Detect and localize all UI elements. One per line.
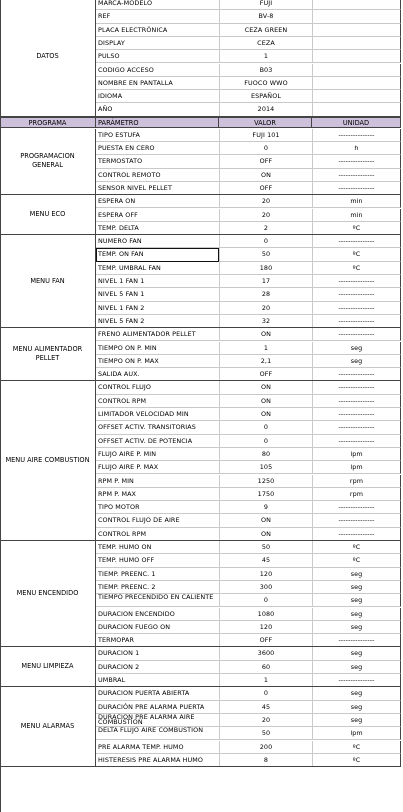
group-separator (96, 766, 401, 767)
unit-cell[interactable]: ºC (312, 222, 401, 235)
value-cell[interactable]: ESPAÑOL (219, 90, 312, 103)
table-row (0, 435, 403, 448)
value-cell[interactable]: 2 (219, 222, 312, 235)
parameter-cell[interactable]: TEMP. UMBRAL FAN (96, 262, 219, 275)
unit-cell[interactable]: --------------- (312, 129, 401, 142)
table-row (0, 634, 403, 647)
unit-cell[interactable]: --------------- (312, 315, 401, 328)
unit-cell[interactable] (312, 50, 401, 63)
table-row (0, 328, 403, 341)
parameter-cell[interactable]: DURACION 2 (96, 661, 219, 674)
value-cell[interactable]: 1750 (219, 488, 312, 501)
table-row (0, 209, 403, 222)
parameter-cell[interactable]: TEMP. ON FAN (96, 248, 219, 261)
table-row (0, 594, 403, 607)
header-programa: PROGRAMA (0, 118, 96, 128)
table-row (0, 528, 403, 541)
value-cell[interactable]: ON (219, 381, 312, 394)
unit-cell[interactable]: --------------- (312, 381, 401, 394)
table-row (0, 395, 403, 408)
unit-cell[interactable]: --------------- (312, 421, 401, 434)
parameter-cell[interactable]: DISPLAY (96, 37, 219, 50)
value-cell[interactable]: 20 (219, 302, 312, 315)
value-cell[interactable]: 300 (219, 581, 312, 594)
value-cell[interactable]: 1 (219, 674, 312, 687)
table-row (0, 475, 403, 488)
unit-cell[interactable] (312, 0, 401, 10)
value-cell[interactable]: 1250 (219, 475, 312, 488)
value-cell[interactable]: 200 (219, 741, 312, 754)
table-row (0, 741, 403, 754)
parameter-cell[interactable]: DURACION ENCENDIDO (96, 608, 219, 621)
program-group-label: PROGRAMACION GENERAL (0, 129, 96, 196)
unit-cell[interactable]: --------------- (312, 634, 401, 647)
value-cell[interactable]: 2,1 (219, 355, 312, 368)
parameter-cell[interactable]: TIEMPO ON P. MIN (96, 342, 219, 355)
table-row (0, 448, 403, 461)
value-cell[interactable]: ON (219, 528, 312, 541)
value-cell[interactable]: 105 (219, 461, 312, 474)
value-cell[interactable]: 45 (219, 554, 312, 567)
value-cell[interactable]: 0 (219, 594, 312, 607)
parameter-cell[interactable]: NUMERO FAN (96, 235, 219, 248)
value-cell[interactable]: 20 (219, 714, 312, 727)
unit-cell[interactable]: ºC (312, 248, 401, 261)
table-row (0, 541, 403, 554)
value-cell[interactable]: 20 (219, 195, 312, 208)
value-cell[interactable]: 20 (219, 209, 312, 222)
parameter-cell[interactable]: RPM P. MAX (96, 488, 219, 501)
value-cell[interactable]: CEZA (219, 37, 312, 50)
parameter-cell[interactable]: NIVEL 1 FAN 2 (96, 302, 219, 315)
table-row (0, 488, 403, 501)
value-cell[interactable]: 1 (219, 342, 312, 355)
parameter-cell[interactable]: FLUJO AIRE P. MIN (96, 448, 219, 461)
parameter-cell[interactable]: NIVEL 5 FAN 1 (96, 288, 219, 301)
unit-cell[interactable]: ºC (312, 741, 401, 754)
parameter-cell[interactable]: UMBRAL (96, 674, 219, 687)
unit-cell[interactable]: seg (312, 714, 401, 727)
table-row (0, 50, 403, 63)
unit-cell[interactable]: h (312, 142, 401, 155)
parameter-cell[interactable]: OFFSET ACTIV. DE POTENCIA (96, 435, 219, 448)
table-row (0, 262, 403, 275)
value-cell[interactable]: ON (219, 395, 312, 408)
value-cell[interactable]: 32 (219, 315, 312, 328)
table-row (0, 0, 403, 10)
unit-cell[interactable]: seg (312, 687, 401, 700)
parameter-cell[interactable]: REF (96, 10, 219, 23)
parameter-cell[interactable]: HISTERESIS PRE ALARMA HUMO (96, 754, 219, 767)
header-parametro: PARÁMETRO (96, 118, 219, 128)
table-row (0, 421, 403, 434)
value-cell[interactable]: 17 (219, 275, 312, 288)
parameter-cell[interactable]: TIPO MOTOR (96, 501, 219, 514)
unit-cell[interactable]: --------------- (312, 501, 401, 514)
table-row (0, 103, 403, 116)
value-cell[interactable]: 1080 (219, 608, 312, 621)
value-cell[interactable]: 9 (219, 501, 312, 514)
table-row (0, 568, 403, 581)
table-row (0, 674, 403, 687)
unit-cell[interactable]: rpm (312, 488, 401, 501)
value-cell[interactable]: 50 (219, 541, 312, 554)
table-row (0, 248, 403, 261)
unit-cell[interactable]: seg (312, 355, 401, 368)
unit-cell[interactable]: --------------- (312, 155, 401, 168)
value-cell[interactable]: 180 (219, 262, 312, 275)
value-cell[interactable]: 0 (219, 142, 312, 155)
value-cell[interactable]: ON (219, 169, 312, 182)
table-row (0, 514, 403, 527)
parameter-cell[interactable]: DURACION PUERTA ABIERTA (96, 687, 219, 700)
unit-cell[interactable]: seg (312, 594, 401, 607)
value-cell[interactable]: 50 (219, 727, 312, 740)
parameter-cell[interactable]: TIEMP. PREENC. 1 (96, 568, 219, 581)
program-group-label: MENU ENCENDIDO (0, 541, 96, 647)
parameter-cell[interactable]: NIVEL 1 FAN 1 (96, 275, 219, 288)
unit-cell[interactable] (312, 90, 401, 103)
parameter-cell[interactable]: CONTROL REMOTO (96, 169, 219, 182)
parameter-cell[interactable]: FRENO ALIMENTADOR PELLET (96, 328, 219, 341)
value-cell[interactable]: OFF (219, 368, 312, 381)
value-cell[interactable]: FUOCO WWO (219, 77, 312, 90)
table-row (0, 647, 403, 660)
parameter-cell[interactable]: CONTROL FLUJO DE AIRE (96, 514, 219, 527)
unit-cell[interactable]: lpm (312, 448, 401, 461)
unit-cell[interactable]: ºC (312, 554, 401, 567)
table-row (0, 275, 403, 288)
parameter-cell[interactable]: FLUJO AIRE P. MAX (96, 461, 219, 474)
value-cell[interactable]: 120 (219, 568, 312, 581)
table-row (0, 129, 403, 142)
value-cell[interactable]: OFF (219, 155, 312, 168)
unit-cell[interactable]: seg (312, 608, 401, 621)
unit-cell[interactable]: --------------- (312, 395, 401, 408)
parameter-cell[interactable]: DURACIÓN PRE ALARMA PUERTA (96, 701, 219, 714)
table-row (0, 315, 403, 328)
unit-cell[interactable]: seg (312, 568, 401, 581)
value-cell[interactable]: ON (219, 328, 312, 341)
parameter-cell[interactable]: CONTROL RPM (96, 528, 219, 541)
program-group-label: MENU ALARMAS (0, 687, 96, 767)
table-row (0, 142, 403, 155)
unit-cell[interactable]: min (312, 195, 401, 208)
table-row (0, 24, 403, 37)
value-cell[interactable]: 2014 (219, 103, 312, 116)
table-row (0, 461, 403, 474)
header-valor: VALOR (219, 118, 312, 128)
parameter-cell[interactable]: TIPO ESTUFA (96, 129, 219, 142)
value-cell[interactable]: 120 (219, 621, 312, 634)
program-group-label: MENU AIRE COMBUSTION (0, 381, 96, 541)
parameter-cell[interactable]: SENSOR NIVEL PELLET (96, 182, 219, 195)
program-group-label: MENU LIMPIEZA (0, 647, 96, 687)
table-row (0, 381, 403, 394)
unit-cell[interactable]: seg (312, 621, 401, 634)
unit-cell[interactable] (312, 103, 401, 116)
table-row (0, 714, 403, 727)
program-group-label: DATOS (0, 0, 96, 117)
table-row (0, 90, 403, 103)
parameter-cell[interactable]: PRE ALARMA TEMP. HUMO (96, 741, 219, 754)
value-cell[interactable]: OFF (219, 182, 312, 195)
table-row (0, 661, 403, 674)
unit-cell[interactable]: ºC (312, 754, 401, 767)
value-cell[interactable]: 0 (219, 435, 312, 448)
value-cell[interactable]: OFF (219, 634, 312, 647)
value-cell[interactable]: 60 (219, 661, 312, 674)
sheet-left-border (0, 0, 1, 812)
header-unidad: UNIDAD (312, 118, 401, 128)
parameter-cell[interactable]: TEMP. DELTA (96, 222, 219, 235)
parameter-cell[interactable]: RPM P. MIN (96, 475, 219, 488)
value-cell[interactable]: 50 (219, 248, 312, 261)
table-row (0, 408, 403, 421)
value-cell[interactable]: 0 (219, 421, 312, 434)
value-cell[interactable]: FUJI (219, 0, 312, 10)
table-row (0, 342, 403, 355)
parameter-cell[interactable]: ESPERA ON (96, 195, 219, 208)
parameter-cell[interactable]: PLACA ELECTRÓNICA (96, 24, 219, 37)
unit-cell[interactable]: lpm (312, 461, 401, 474)
unit-cell[interactable]: --------------- (312, 408, 401, 421)
parameter-cell[interactable]: PUESTA EN CERO (96, 142, 219, 155)
unit-cell[interactable] (312, 64, 401, 77)
table-row (0, 754, 403, 767)
table-row (0, 621, 403, 634)
unit-cell[interactable] (312, 77, 401, 90)
unit-cell[interactable]: min (312, 209, 401, 222)
unit-cell[interactable]: seg (312, 581, 401, 594)
table-row (0, 64, 403, 77)
unit-cell[interactable] (312, 10, 401, 23)
table-row (0, 182, 403, 195)
unit-cell[interactable]: --------------- (312, 169, 401, 182)
unit-cell[interactable]: --------------- (312, 435, 401, 448)
parameter-cell[interactable]: DURACION FUEGO ON (96, 621, 219, 634)
unit-cell[interactable]: --------------- (312, 288, 401, 301)
table-row (0, 222, 403, 235)
value-cell[interactable]: 1 (219, 50, 312, 63)
parameter-cell[interactable]: TEMP. HUMO ON (96, 541, 219, 554)
value-cell[interactable]: ON (219, 408, 312, 421)
parameter-cell[interactable]: OFFSET ACTIV. TRANSITORIAS (96, 421, 219, 434)
value-cell[interactable]: B03 (219, 64, 312, 77)
parameter-cell[interactable]: TIEMP. PREENC. 2 (96, 581, 219, 594)
unit-cell[interactable]: ºC (312, 262, 401, 275)
table-row (0, 302, 403, 315)
unit-cell[interactable]: seg (312, 342, 401, 355)
parameter-cell[interactable]: DURACION 1 (96, 647, 219, 660)
unit-cell[interactable] (312, 37, 401, 50)
table-row (0, 368, 403, 381)
parameter-cell[interactable]: DELTA FLUJO AIRE COMBUSTION (96, 727, 219, 740)
table-row (0, 727, 403, 740)
unit-cell[interactable]: --------------- (312, 328, 401, 341)
parameter-cell[interactable]: CONTROL FLUJO (96, 381, 219, 394)
unit-cell[interactable]: seg (312, 647, 401, 660)
parameter-cell[interactable]: TERMOSTATO (96, 155, 219, 168)
parameter-cell[interactable]: TIEMPO PRECENDIDO EN CALIENTE (96, 594, 219, 607)
unit-cell[interactable]: seg (312, 701, 401, 714)
table-row (0, 37, 403, 50)
value-cell[interactable]: 3600 (219, 647, 312, 660)
unit-cell[interactable]: --------------- (312, 235, 401, 248)
table-row (0, 235, 403, 248)
value-cell[interactable]: 8 (219, 754, 312, 767)
unit-cell[interactable]: --------------- (312, 182, 401, 195)
table-row (0, 608, 403, 621)
unit-cell[interactable]: --------------- (312, 368, 401, 381)
unit-cell[interactable]: lpm (312, 727, 401, 740)
parameter-cell[interactable]: CONTROL RPM (96, 395, 219, 408)
unit-cell[interactable]: --------------- (312, 528, 401, 541)
table-row (0, 355, 403, 368)
table-row (0, 687, 403, 700)
table-row (0, 554, 403, 567)
value-cell[interactable]: FUJI 101 (219, 129, 312, 142)
table-row (0, 501, 403, 514)
unit-cell[interactable]: --------------- (312, 275, 401, 288)
parameter-cell[interactable]: ESPERA OFF (96, 209, 219, 222)
parameter-cell[interactable]: DURACION PRE ALARMA AIRE COMBUSTION (96, 714, 219, 727)
unit-cell[interactable]: rpm (312, 475, 401, 488)
parameter-cell[interactable]: NOMBRE EN PANTALLA (96, 77, 219, 90)
table-row (0, 701, 403, 714)
unit-cell[interactable]: --------------- (312, 674, 401, 687)
value-cell[interactable]: 0 (219, 687, 312, 700)
parameter-cell[interactable]: LIMITADOR VELOCIDAD MIN (96, 408, 219, 421)
table-row (0, 195, 403, 208)
value-cell[interactable]: 80 (219, 448, 312, 461)
table-header (0, 117, 401, 128)
value-cell[interactable]: 28 (219, 288, 312, 301)
unit-cell[interactable] (312, 24, 401, 37)
parameter-cell[interactable]: NIVEL 5 FAN 2 (96, 315, 219, 328)
parameter-cell[interactable]: CODIGO ACCESO (96, 64, 219, 77)
table-row (0, 10, 403, 23)
table-row (0, 77, 403, 90)
program-group-label: MENU FAN (0, 235, 96, 328)
table-row (0, 155, 403, 168)
value-cell[interactable]: 45 (219, 701, 312, 714)
unit-cell[interactable]: seg (312, 661, 401, 674)
unit-cell[interactable]: ºC (312, 541, 401, 554)
parameter-cell[interactable]: MARCA-MODELO (96, 0, 219, 10)
parameter-cell[interactable]: TEMP. HUMO OFF (96, 554, 219, 567)
value-cell[interactable]: 0 (219, 235, 312, 248)
value-cell[interactable]: CEZA GREEN (219, 24, 312, 37)
parameter-cell[interactable]: SALIDA AUX. (96, 368, 219, 381)
parameter-cell[interactable]: IDIOMA (96, 90, 219, 103)
parameter-cell[interactable]: AÑO (96, 103, 219, 116)
table-row (0, 169, 403, 182)
value-cell[interactable]: ON (219, 514, 312, 527)
table-row (0, 288, 403, 301)
unit-cell[interactable]: --------------- (312, 302, 401, 315)
parameter-cell[interactable]: TIEMPO ON P. MAX (96, 355, 219, 368)
table-row (0, 581, 403, 594)
parameter-cell[interactable]: PULSO (96, 50, 219, 63)
program-group-label: MENU ECO (0, 195, 96, 235)
unit-cell[interactable]: --------------- (312, 514, 401, 527)
program-group-label: MENU ALIMENTADOR PELLET (0, 328, 96, 381)
parameter-cell[interactable]: TERMOPAR (96, 634, 219, 647)
value-cell[interactable]: BV-8 (219, 10, 312, 23)
